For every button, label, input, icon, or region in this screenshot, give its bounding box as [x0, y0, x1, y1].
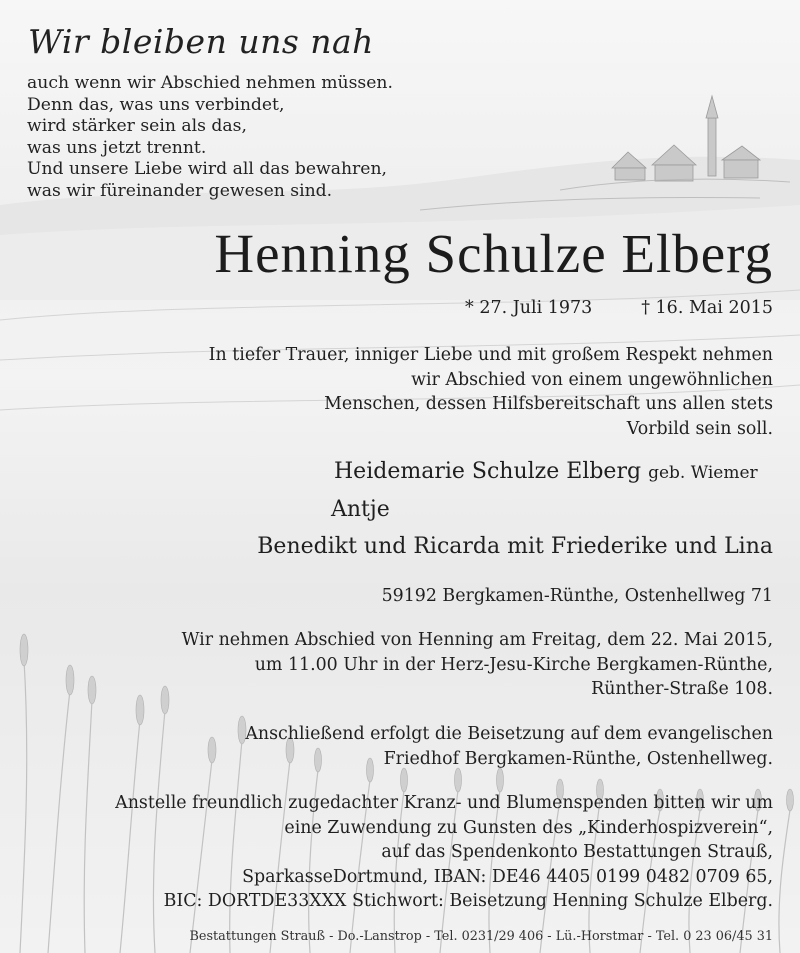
service-line: Wir nehmen Abschied von Henning am Freitag, dem 22. Mai 2015, [181, 630, 773, 650]
poem-line: wird stärker sein als das, [27, 116, 247, 136]
donation-line: BIC: DORTDE33XXX Stichwort: Beisetzung Henning Schulze Elberg. [163, 891, 773, 911]
birth-date: * 27. Juli 1973 [465, 298, 593, 318]
poem-line: Und unsere Liebe wird all das bewahren, [27, 159, 387, 179]
death-date: † 16. Mai 2015 [641, 298, 773, 318]
widow-name: Heidemarie Schulze Elberg [334, 459, 642, 484]
poem-line: was wir füreinander gewesen sind. [27, 180, 333, 201]
mourner-daughter: Antje [331, 497, 390, 522]
poem-line: Denn das, was uns verbindet, [27, 94, 285, 115]
widow-birth-name: geb. Wiemer [648, 463, 758, 483]
donation-line: SparkasseDortmund, IBAN: DE46 4405 0199 0482 0709 65, [242, 866, 773, 887]
tribute-text [209, 343, 773, 441]
motto-title: Wir bleiben uns nah [28, 22, 374, 61]
mourner-family: Benedikt und Ricarda mit Friederike und Lina [257, 534, 773, 559]
service-line: um 11.00 Uhr in der Herz-Jesu-Kirche Bergkamen-Rünthe, [254, 654, 773, 675]
service-details [182, 628, 773, 702]
donation-line: Anstelle freundlich zugedachter Kranz- und Blumenspenden bitten wir um [115, 793, 773, 813]
poem-line: was uns jetzt trennt. [27, 137, 207, 158]
deceased-name: Henning Schulze Elberg [214, 223, 773, 284]
service-line: Rünther-Straße 108. [591, 679, 773, 699]
donation-line: auf das Spendenkonto Bestattungen Strauß, [381, 842, 773, 862]
motto-poem [27, 73, 393, 202]
mourner-widow [334, 459, 758, 484]
address: 59192 Bergkamen-Rünthe, Ostenhellweg 71 [381, 586, 773, 606]
burial-line: Anschließend erfolgt die Beisetzung auf dem evangelischen [245, 724, 773, 744]
donation-request [115, 791, 773, 914]
village-silhouette [612, 96, 760, 181]
tribute-line: wir Abschied von einem ungewöhnlichen [411, 369, 773, 390]
poem-line: auch wenn wir Abschied nehmen müssen. [27, 73, 393, 93]
burial-details [245, 722, 773, 771]
funeral-home-footer: Bestattungen Strauß - Do.-Lanstrop - Tel. 0231/29 406 - Lü.-Horstmar - Tel. 0 23 06/45 31 [189, 929, 773, 944]
tribute-line: In tiefer Trauer, inniger Liebe und mit großem Respekt nehmen [208, 345, 773, 365]
donation-line: eine Zuwendung zu Gunsten des „Kinderhospizverein“, [284, 817, 773, 838]
burial-line: Friedhof Bergkamen-Rünthe, Ostenhellweg. [383, 748, 773, 769]
tribute-line: Vorbild sein soll. [626, 418, 773, 439]
tribute-line: Menschen, dessen Hilfsbereitschaft uns allen stets [324, 394, 773, 414]
